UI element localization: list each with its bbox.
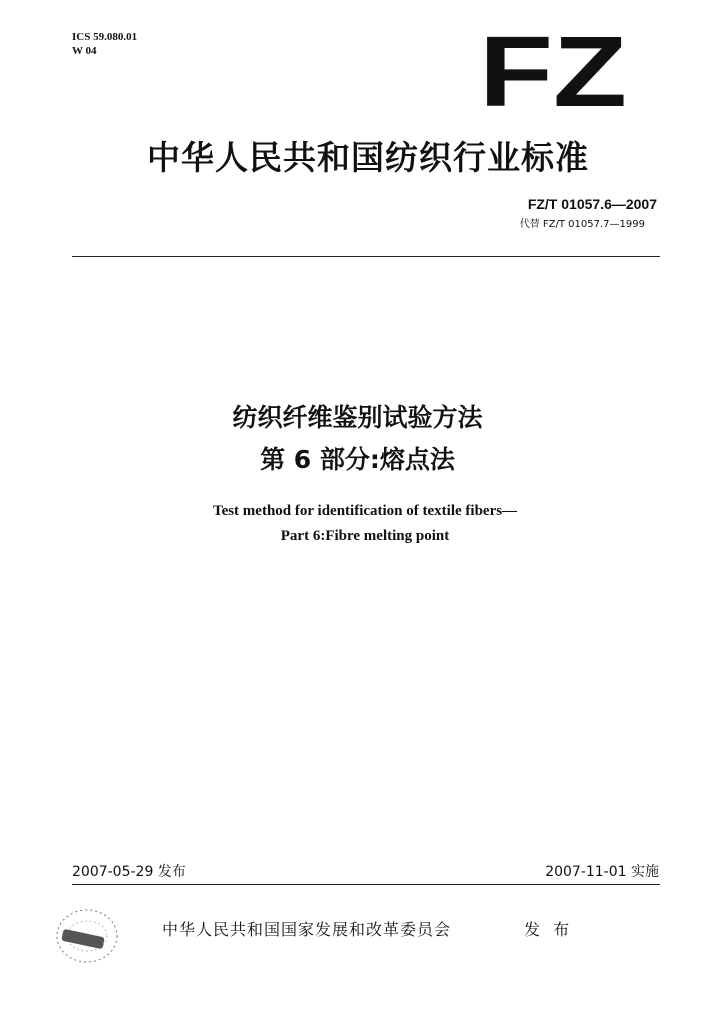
- replaces-standard: 代替 FZ/T 01057.7—1999: [519, 219, 645, 230]
- english-title-line-1: Test method for identification of textile fibers—: [212, 503, 518, 519]
- english-title-line-2: Part 6:Fibre melting point: [280, 528, 450, 544]
- library-stamp: [52, 903, 122, 968]
- chinese-title-line-2: 第 6 部分:熔点法: [260, 445, 455, 474]
- implementation-date: 2007-11-01 实施: [545, 864, 659, 880]
- fz-logo: [478, 30, 628, 110]
- release-date: 2007-05-29 发布: [72, 864, 186, 880]
- ics-code: ICS 59.080.01: [72, 31, 138, 43]
- chinese-title-line-1: 纺织纤维鉴别试验方法: [232, 403, 483, 432]
- classification-codes: [72, 30, 137, 58]
- ccs-code: W 04: [72, 45, 97, 57]
- issue-label: 发 布: [524, 920, 574, 939]
- issuing-body-title: 中华人民共和国纺织行业标准: [147, 138, 589, 177]
- footer-divider: [72, 884, 660, 885]
- fz-logo-text: FZ: [479, 30, 627, 110]
- standard-number: FZ/T 01057.6—2007: [527, 196, 657, 212]
- header-divider: [72, 256, 660, 257]
- issuing-authority: 中华人民共和国国家发展和改革委员会: [162, 920, 452, 939]
